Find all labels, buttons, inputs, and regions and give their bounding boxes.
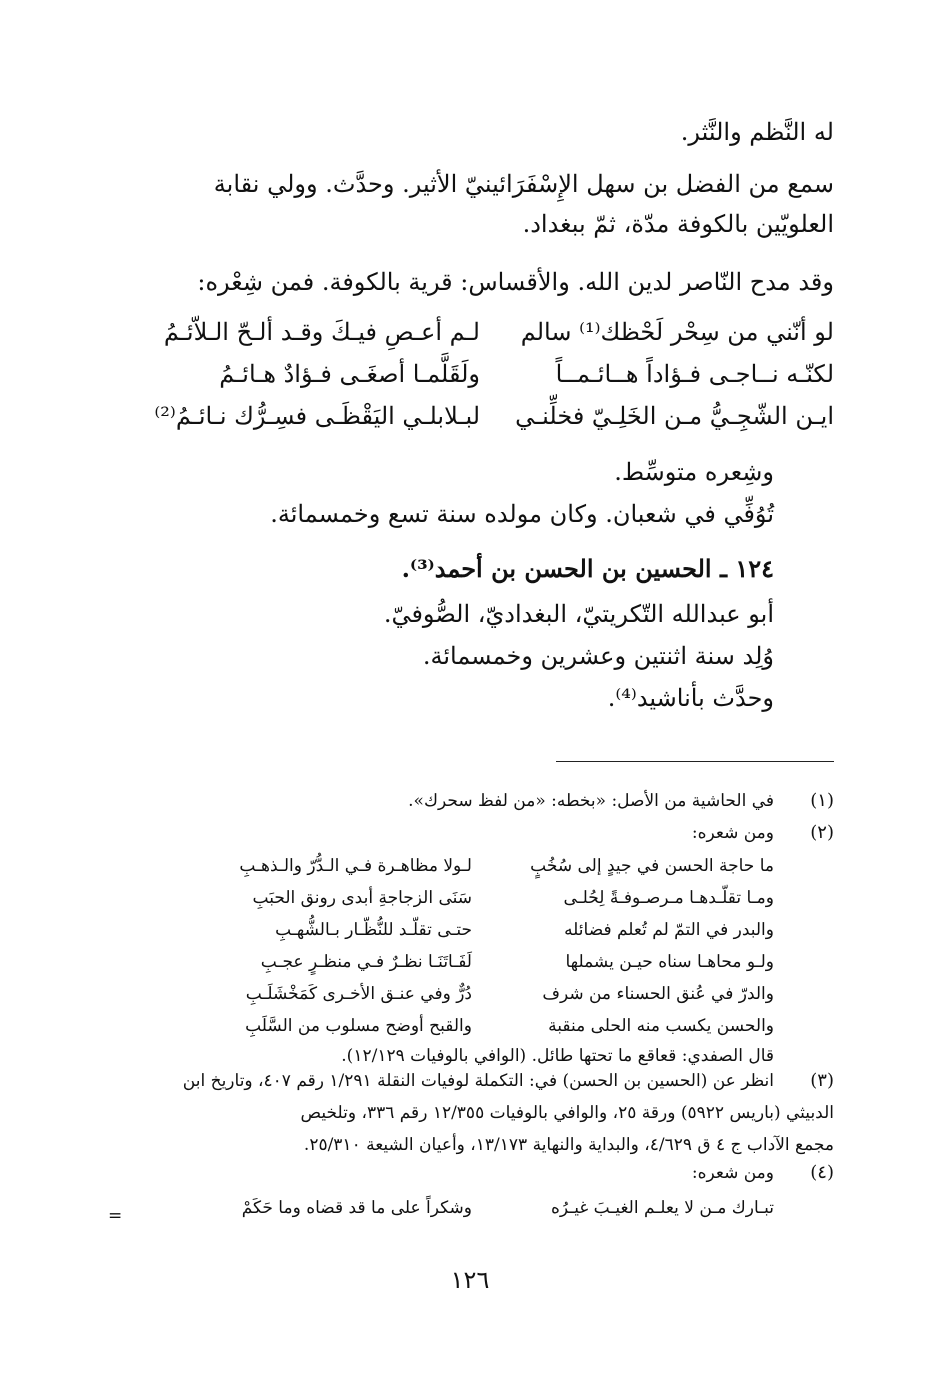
footnote-text: في الحاشية من الأصل: «بخطه: «من لفظ سحرك». [408, 791, 774, 811]
footnote-text: انظر عن (الحسين بن الحسن) في: التكملة لوفيات النقلة ١/٢٩١ رقم ٤٠٧، وتاريخ ابن [182, 1071, 774, 1091]
text-line: وحدَّث بأناشيد⁽⁴⁾. [607, 684, 774, 712]
text-line: العلويّين بالكوفة مدّة، ثمّ ببغداد. [522, 210, 834, 238]
verse-left-hemistich: لبـلابلـي اليَقْظَـى فسِـرُّك نـائـمُ⁽²⁾ [154, 402, 480, 430]
continuation-mark: = [108, 1206, 123, 1226]
footnote-verse-left: لَفَـاتَنَـا نظـرٌ فـي منظـرٍ عجـبِ [260, 952, 472, 972]
footnote-divider [556, 761, 834, 762]
footnote-verse-right: والدرّ في عُنق الحسناء من شرف [542, 984, 774, 1004]
verse-left-hemistich: لـم أعـصِ فيـكَ وقـد ألـحّ الـلاّئـمُ [163, 318, 480, 346]
footnote-text: الدبيثي (باريس ٥٩٢٢) ورقة ٢٥، والوافي بالوفيات ١٢/٣٥٥ رقم ٣٣٦، وتلخيص [300, 1103, 834, 1123]
footnote-verse-right: ولـو محاهـا سناه حيـن يشملها [565, 952, 774, 972]
text-line: وشِعره متوسِّط. [614, 458, 774, 486]
footnote-verse-left: دُرٌّ وفي عنـق الأخـرى كَمَخْشَلَـبِ [245, 984, 472, 1004]
footnote-verse-right: تبـارك مـن لا يعلـم الغيـبَ غيـرُه [550, 1198, 774, 1218]
footnote-text: ومن شعره: [691, 1163, 774, 1183]
footnote-text: مجمع الآداب ج ٤ ق ٤/٦٢٩، والبداية والنهاية ١٣/١٧٣، وأعيان الشيعة ٢٥/٣١٠. [303, 1135, 834, 1155]
footnote-number: (٤) [810, 1162, 834, 1183]
footnote-text: قال الصفدي: قعاقع ما تحتها طائل. (الوافي بالوفيات ١٢/١٢٩). [341, 1046, 774, 1066]
footnote-number: (٣) [810, 1070, 834, 1091]
verse-right-hemistich: لكنّـه نــاجـى فـؤاداً هــائـمــاً [555, 360, 834, 388]
footnote-verse-right: ومـا تقلّـدهـا مـرصـوفـةً لِحُلـى [563, 888, 774, 908]
text-line: وُلِد سنة اثنتين وعشرين وخمسمائة. [422, 642, 774, 670]
footnote-verse-right: والبدر في التمّ لم تُعلم فضائله [564, 920, 774, 940]
text-line: تُوُفِّي في شعبان. وكان مولده سنة تسع وخمسمائة. [270, 500, 774, 528]
page-number: ١٢٦ [450, 1266, 490, 1294]
text-line: له النَّظم والنَّثر. [680, 118, 834, 146]
footnote-verse-left: وشكراً على ما قد قضاه وما حَكَمْ [241, 1198, 472, 1218]
footnote-verse-left: والقبح أوضح مسلوب من السَّلَبِ [245, 1016, 472, 1036]
verse-left-hemistich: ولَقَلَّمـا أصغَـى فـؤادٌ هـائـمُ [219, 360, 480, 388]
verse-right-hemistich: لو أنّني من سِحْر لَحْظك⁽¹⁾ سالم [520, 318, 834, 346]
entry-heading: ١٢٤ ـ الحسين بن الحسن بن أحمد⁽³⁾. [401, 554, 774, 583]
footnote-verse-left: سَنَى الزجاجةِ أبدى رونق الحبَبِ [252, 888, 472, 908]
text-line: سمع من الفضل بن سهل الإِسْفَرَائينيّ الأثير. وحدَّث. وولي نقابة [213, 170, 834, 198]
verse-right-hemistich: ايـن الشّجِـيُّ مـن الخَلِـيّ فخلِّنـي [515, 402, 834, 430]
footnote-verse-left: حتـى تقلّـد للنُّظّـار بـالشُّهـبِ [275, 920, 472, 940]
footnote-verse-right: والحسن يكسب منه الحلى منقبة [548, 1016, 774, 1036]
footnote-verse-left: لـولا مظاهـرة فـي الـدُّرّ والـذهـبِ [239, 856, 472, 876]
text-line: وقد مدح النّاصر لدين الله. والأقساس: قرية بالكوفة. فمن شِعْره: [197, 268, 834, 296]
footnote-number: (٢) [810, 822, 834, 843]
footnote-number: (١) [810, 790, 834, 811]
footnote-verse-right: ما حاجة الحسن في جيدٍ إلى سُخُبٍ [530, 856, 774, 876]
text-line: أبو عبدالله التّكريتيّ، البغداديّ، الصُّوفيّ. [383, 600, 774, 628]
footnote-text: ومن شعره: [691, 823, 774, 843]
